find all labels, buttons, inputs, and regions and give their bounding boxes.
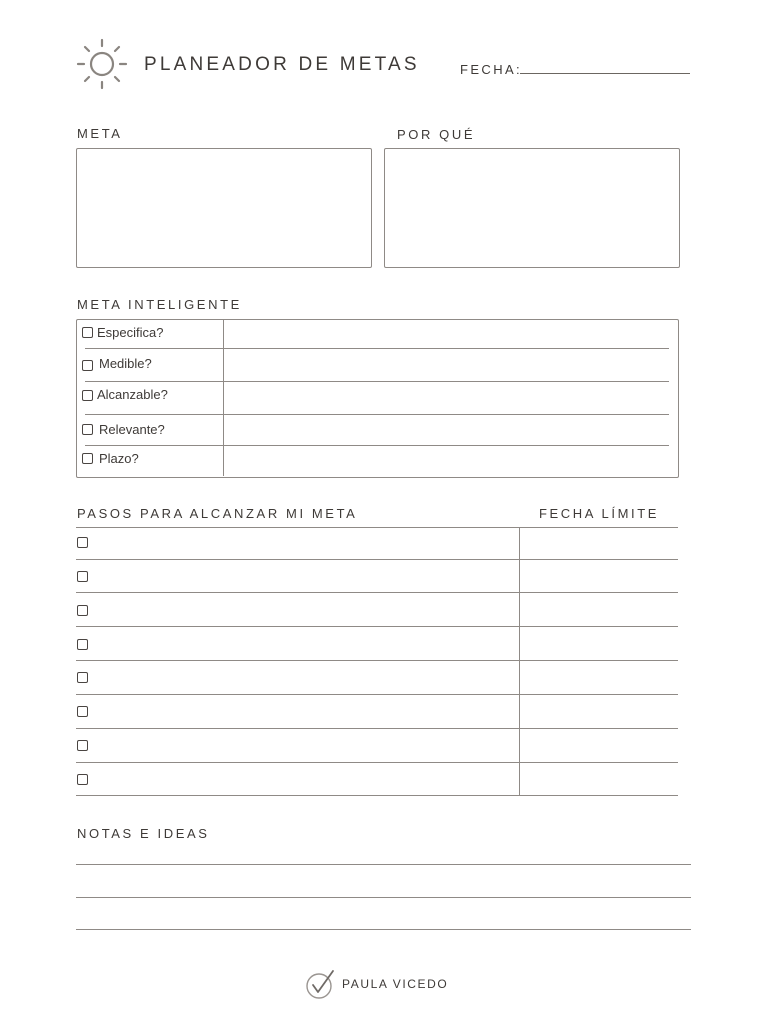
checkbox[interactable] [82,390,93,401]
sun-icon [76,38,128,90]
step-checkbox[interactable] [77,774,88,785]
date-label: FECHA: [460,62,523,77]
smart-item-measurable[interactable] [82,356,152,371]
smart-item-label: Plazo? [99,451,139,466]
step-checkbox[interactable] [77,571,88,582]
step-row-line [76,559,678,560]
checkbox[interactable] [82,327,93,338]
steps-label: PASOS PARA ALCANZAR MI META [77,506,358,521]
deadline-label: FECHA LÍMITE [539,506,660,521]
smart-row-line [85,445,669,446]
step-checkbox[interactable] [77,740,88,751]
checkbox[interactable] [82,360,93,371]
smart-row-line [85,414,669,415]
steps-column-divider [519,528,520,796]
goal-label: META [77,126,123,141]
step-row-line [76,527,678,528]
page-title: PLANEADOR DE METAS [144,54,420,75]
smart-item-label: Relevante? [99,422,165,437]
checkbox[interactable] [82,424,93,435]
smart-item-time-bound[interactable] [82,451,139,466]
step-row-line [76,728,678,729]
smart-item-relevant[interactable] [82,422,165,437]
step-row-line [76,592,678,593]
notes-line[interactable] [76,897,691,898]
step-checkbox[interactable] [77,639,88,650]
smart-row-line [85,348,669,349]
notes-line[interactable] [76,864,691,865]
why-label: POR QUÉ [397,127,476,142]
step-row-line [76,795,678,796]
notes-label: NOTAS E IDEAS [77,826,210,841]
smart-item-label: Especifica? [97,325,164,340]
step-checkbox[interactable] [77,706,88,717]
smart-item-specific[interactable] [82,325,163,340]
step-row-line [76,762,678,763]
goal-box[interactable] [76,148,372,268]
step-checkbox[interactable] [77,605,88,616]
smart-item-achievable[interactable] [82,387,168,402]
smart-row-line [85,381,669,382]
step-checkbox[interactable] [77,672,88,683]
checkmark-logo-icon [305,968,337,1000]
step-checkbox[interactable] [77,537,88,548]
date-field-line[interactable] [520,73,690,74]
step-row-line [76,660,678,661]
why-box[interactable] [384,148,680,268]
smart-goal-label: META INTELIGENTE [77,297,242,312]
smart-item-label: Alcanzable? [97,387,168,402]
step-row-line [76,694,678,695]
smart-item-label: Medible? [99,356,152,371]
smart-table-divider [223,320,224,476]
brand-name: PAULA VICEDO [342,977,449,991]
notes-line[interactable] [76,929,691,930]
step-row-line [76,626,678,627]
checkbox[interactable] [82,453,93,464]
